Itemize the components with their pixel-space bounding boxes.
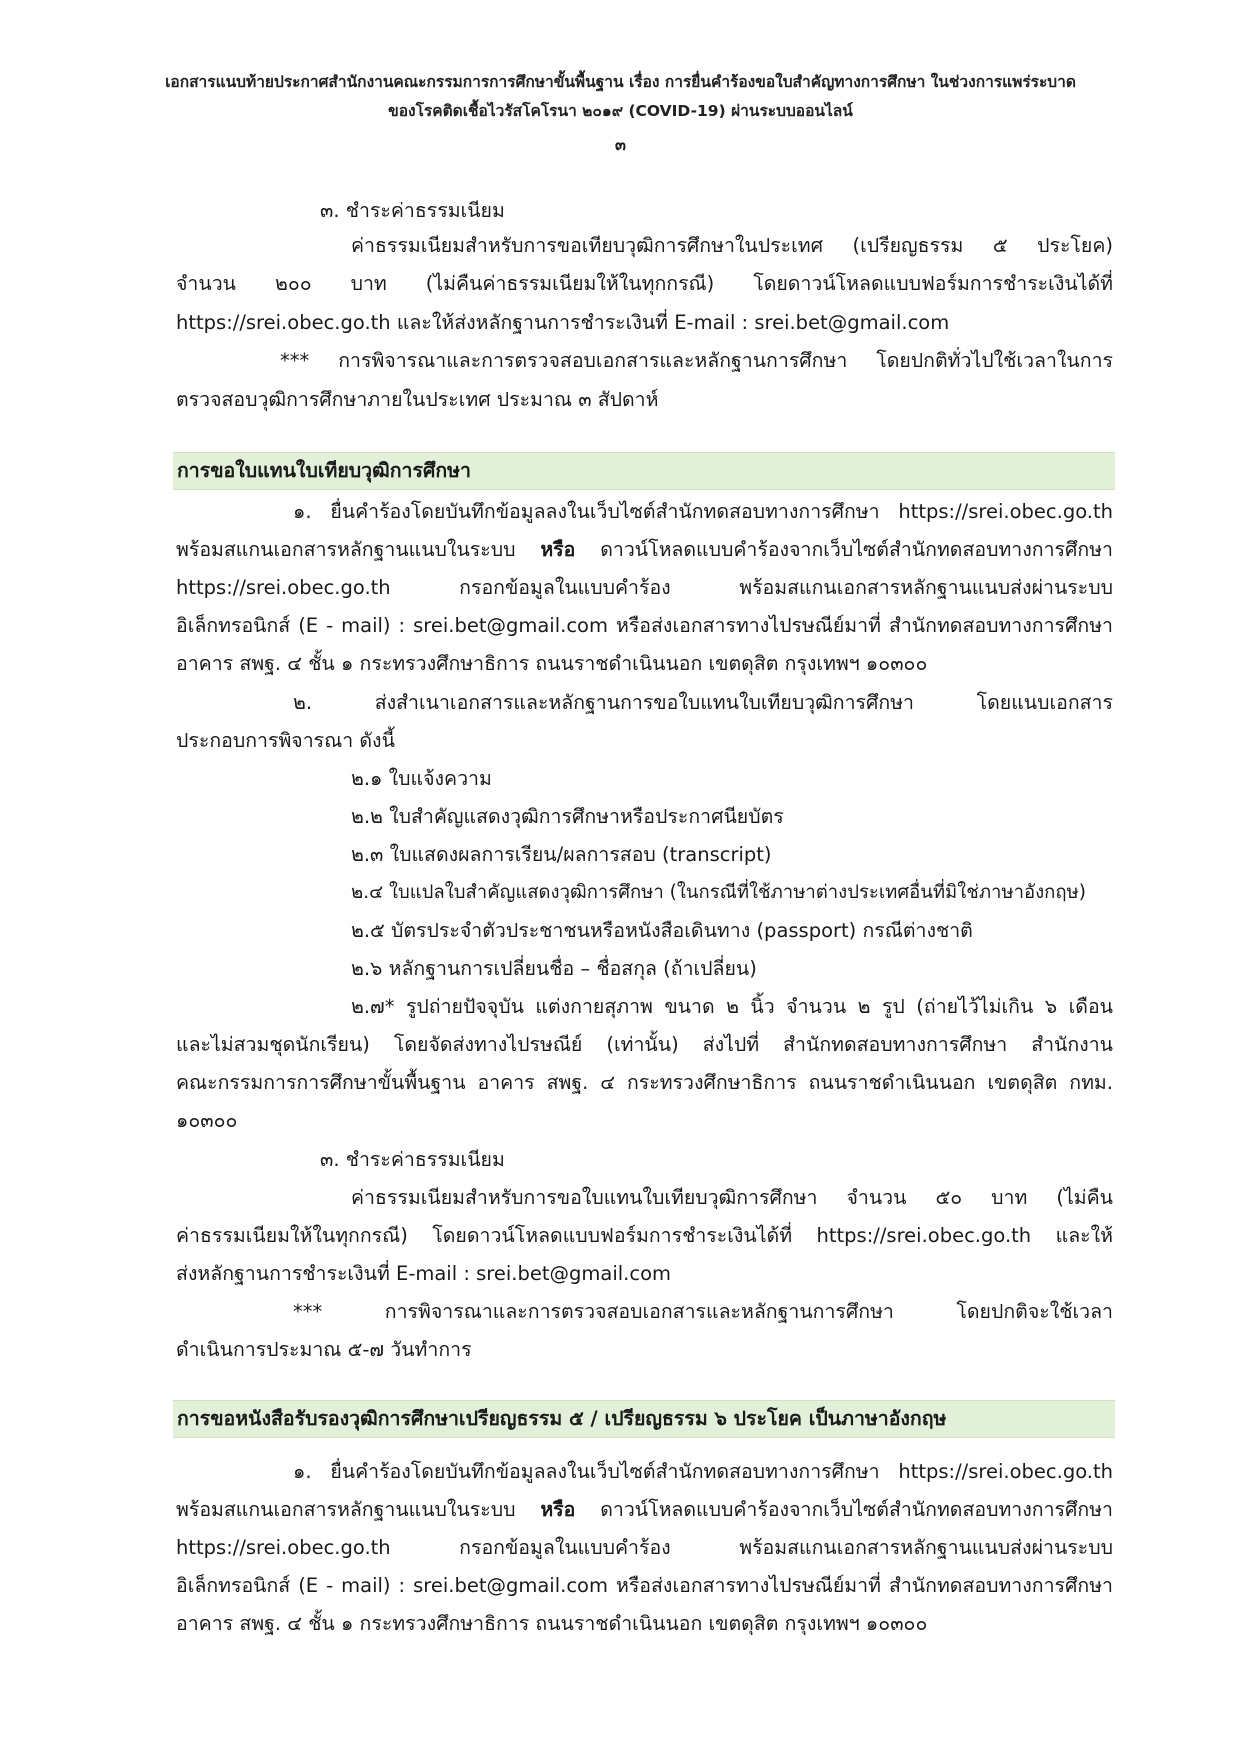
review-note-line-1: *** การพิจารณาและการตรวจสอบเอกสารและหลักฐานการศึกษา โดยปกติทั่วไปใช้เวลาในการ — [280, 349, 1113, 372]
s2-item27-line-4: ๑๐๓๐๐ — [176, 1109, 238, 1132]
s2-item1-line-3: https://srei.obec.go.th กรอกข้อมูลในแบบคำร้อง พร้อมสแกนเอกสารหลักฐานแนบส่งผ่านระบบ — [176, 576, 1113, 599]
list-item: ๒.๒ ใบสำคัญแสดงวุฒิการศึกษาหรือประกาศนียบัตร — [351, 805, 784, 828]
s2-fee-heading: ๓. ชำระค่าธรรมเนียม — [320, 1148, 505, 1171]
s2-item1-line-2: พร้อมสแกนเอกสารหลักฐานแนบในระบบ หรือ ดาวน์โหลดแบบคำร้องจากเว็บไซต์สำนักทดสอบทางการศึกษา — [176, 538, 1113, 561]
list-item: ๒.๖ หลักฐานการเปลี่ยนชื่อ – ชื่อสกุล (ถ้าเปลี่ยน) — [351, 957, 757, 980]
fee-text-line-1: ค่าธรรมเนียมสำหรับการขอเทียบวุฒิการศึกษาในประเทศ (เปรียญธรรม ๕ ประโยค) — [351, 234, 1113, 257]
section-heading-replacement — [173, 452, 1115, 490]
fee-heading: ๓. ชำระค่าธรรมเนียม — [320, 199, 505, 222]
list-item: ๒.๓ ใบแสดงผลการเรียน/ผลการสอบ (transcript) — [351, 843, 772, 866]
s3-item1-line-5: อาคาร สพฐ. ๔ ชั้น ๑ กระทรวงศึกษาธิการ ถนนราชดำเนินนอก เขตดุสิต กรุงเทพฯ ๑๐๓๐๐ — [176, 1612, 928, 1635]
s3-item1-line-4: อิเล็กทรอนิกส์ (E - mail) : srei.bet@gmail.com หรือส่งเอกสารทางไปรษณีย์มาที่ สำนักทดสอบทางการศึกษา — [176, 1574, 1113, 1597]
section-heading-english-certificate — [173, 1400, 1115, 1438]
list-item: ๒.๑ ใบแจ้งความ — [351, 767, 492, 790]
s2-item27-line-3: คณะกรรมการการศึกษาขั้นพื้นฐาน อาคาร สพฐ. ๔ กระทรวงศึกษาธิการ ถนนราชดำเนินนอก เขตดุสิต กทม. — [176, 1071, 1113, 1094]
s2-fee-line-3: ส่งหลักฐานการชำระเงินที่ E-mail : srei.bet@gmail.com — [176, 1262, 671, 1285]
s2-item2-line-2: ประกอบการพิจารณา ดังนี้ — [176, 729, 395, 752]
s2-fee-line-2: ค่าธรรมเนียมให้ในทุกกรณี) โดยดาวน์โหลดแบบฟอร์มการชำระเงินได้ที่ https://srei.obec.go.th และให้ — [176, 1224, 1113, 1247]
fee-text-line-2: จำนวน ๒๐๐ บาท (ไม่คืนค่าธรรมเนียมให้ในทุกกรณี) โดยดาวน์โหลดแบบฟอร์มการชำระเงินได้ที่ — [176, 272, 1113, 295]
list-item: ๒.๔ ใบแปลใบสำคัญแสดงวุฒิการศึกษา (ในกรณีที่ใช้ภาษาต่างประเทศอื่นที่มิใช่ภาษาอังกฤษ) — [351, 882, 1086, 903]
s2-fee-line-1: ค่าธรรมเนียมสำหรับการขอใบแทนใบเทียบวุฒิการศึกษา จำนวน ๕๐ บาท (ไม่คืน — [351, 1186, 1113, 1209]
s2-item27-line-1: ๒.๗* รูปถ่ายปัจจุบัน แต่งกายสุภาพ ขนาด ๒ นิ้ว จำนวน ๒ รูป (ถ่ายไว้ไม่เกิน ๖ เดือน — [351, 995, 1113, 1018]
s3-item1-line-2: พร้อมสแกนเอกสารหลักฐานแนบในระบบ หรือ ดาวน์โหลดแบบคำร้องจากเว็บไซต์สำนักทดสอบทางการศึกษา — [176, 1498, 1113, 1521]
review-note-line-2: ตรวจสอบวุฒิการศึกษาภายในประเทศ ประมาณ ๓ สัปดาห์ — [176, 388, 659, 411]
section-title: การขอใบแทนใบเทียบวุฒิการศึกษา — [177, 459, 471, 482]
s3-item1-line-1: ๑. ยื่นคำร้องโดยบันทึกข้อมูลลงในเว็บไซต์สำนักทดสอบทางการศึกษา https://srei.obec.go.th — [293, 1460, 1113, 1483]
s2-note-line-1: *** การพิจารณาและการตรวจสอบเอกสารและหลักฐานการศึกษา โดยปกติจะใช้เวลา — [293, 1300, 1113, 1323]
page-number: ๓ — [615, 135, 626, 154]
list-item: ๒.๕ บัตรประจำตัวประชาชนหรือหนังสือเดินทาง (passport) กรณีต่างชาติ — [351, 919, 973, 942]
s2-item27-line-2: และไม่สวมชุดนักเรียน) โดยจัดส่งทางไปรษณีย์ (เท่านั้น) ส่งไปที่ สำนักทดสอบทางการศึกษา สำนักงาน — [176, 1033, 1113, 1056]
s3-item1-line-3: https://srei.obec.go.th กรอกข้อมูลในแบบคำร้อง พร้อมสแกนเอกสารหลักฐานแนบส่งผ่านระบบ — [176, 1536, 1113, 1559]
fee-text-line-3: https://srei.obec.go.th และให้ส่งหลักฐานการชำระเงินที่ E-mail : srei.bet@gmail.com — [176, 311, 950, 334]
s2-item2-line-1: ๒. ส่งสำเนาเอกสารและหลักฐานการขอใบแทนใบเทียบวุฒิการศึกษา โดยแนบเอกสาร — [293, 691, 1113, 714]
s2-note-line-2: ดำเนินการประมาณ ๕-๗ วันทำการ — [176, 1338, 472, 1361]
header-line-2: ของโรคติดเชื้อไวรัสโคโรนา ๒๐๑๙ (COVID-19) ผ่านระบบออนไลน์ — [388, 102, 853, 120]
s2-item1-line-4: อิเล็กทรอนิกส์ (E - mail) : srei.bet@gmail.com หรือส่งเอกสารทางไปรษณีย์มาที่ สำนักทดสอบทางการศึกษา — [176, 614, 1113, 637]
section-title: การขอหนังสือรับรองวุฒิการศึกษาเปรียญธรรม ๕ / เปรียญธรรม ๖ ประโยค เป็นภาษาอังกฤษ — [177, 1407, 947, 1430]
header-line-1: เอกสารแนบท้ายประกาศสำนักงานคณะกรรมการการศึกษาขั้นพื้นฐาน เรื่อง การยื่นคำร้องขอใบสำคัญทางการศึกษา ในช่วงการแพร่ระบาด — [165, 73, 1076, 91]
s2-item1-line-1: ๑. ยื่นคำร้องโดยบันทึกข้อมูลลงในเว็บไซต์สำนักทดสอบทางการศึกษา https://srei.obec.go.th — [293, 500, 1113, 523]
s2-item1-line-5: อาคาร สพฐ. ๔ ชั้น ๑ กระทรวงศึกษาธิการ ถนนราชดำเนินนอก เขตดุสิต กรุงเทพฯ ๑๐๓๐๐ — [176, 652, 928, 675]
